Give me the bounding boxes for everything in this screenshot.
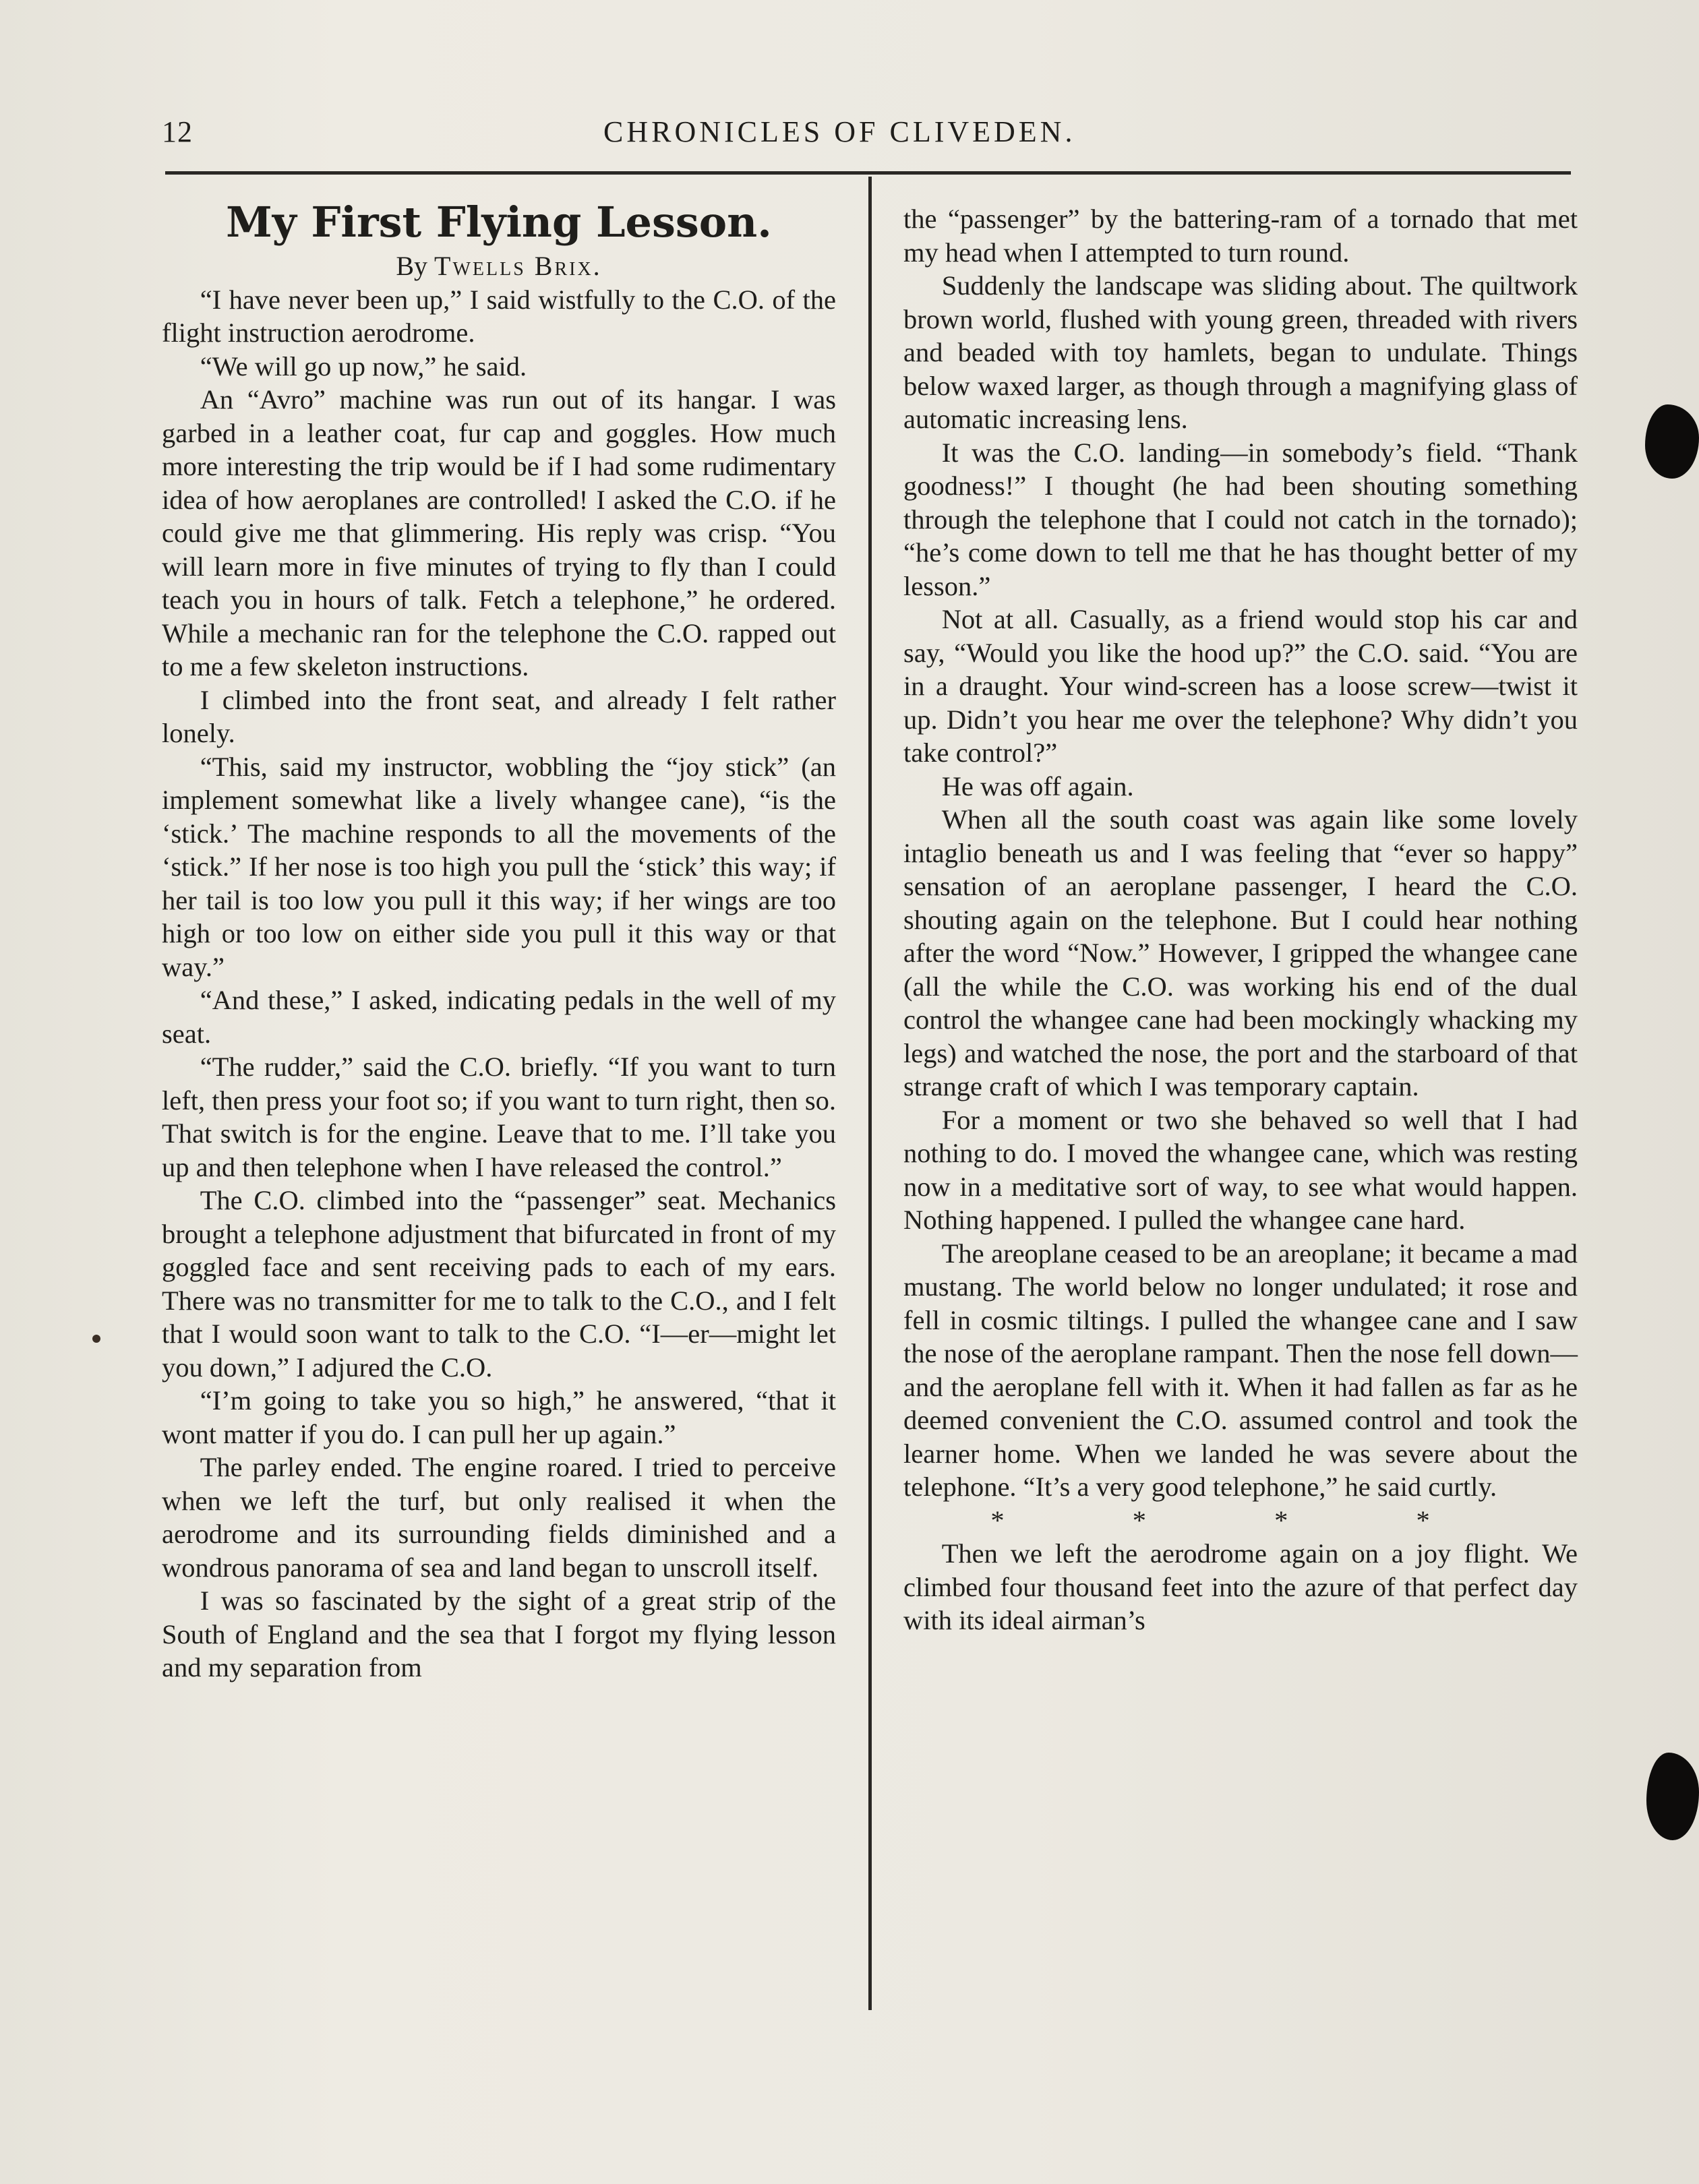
header-rule bbox=[165, 171, 1571, 175]
paragraph: Not at all. Casually, as a friend would stop his car and say, “Would you like the hood up?” the C.O. said. “You are in a draught. Your wind-screen has a loose screw—twist it up. Didn’t you hear me over the telephone? Why didn’t you take control?” bbox=[903, 604, 1578, 768]
paragraph: “We will go up now,” he said. bbox=[200, 351, 527, 382]
paragraph: Then we left the aerodrome again on a joy flight. We climbed four thousand feet into the azure of that perfect day with its ideal airman’s bbox=[903, 1538, 1578, 1635]
paragraph: “I’m going to take you so high,” he answered, “that it wont matter if you do. I can pull her up again.” bbox=[162, 1385, 836, 1449]
paragraph: He was off again. bbox=[941, 770, 1134, 801]
page-header bbox=[162, 115, 1578, 155]
paragraph: The C.O. climbed into the “passenger” seat. Mechanics brought a telephone adjustment that bifurcated in front of my goggled face and sent receiving pads to each of my ears. There was no transmitter for me to talk to the C.O., and I felt that I would soon want to talk to the C.O. “I—er—might let you down,” I adjured the C.O. bbox=[162, 1185, 836, 1383]
paragraph: I climbed into the front seat, and already I felt rather lonely. bbox=[162, 684, 836, 748]
page-number: 12 bbox=[162, 115, 193, 148]
section-break: * * * * bbox=[990, 1505, 1491, 1536]
paragraph: An “Avro” machine was run out of its hangar. I was garbed in a leather coat, fur cap and goggles. How much more interesting the trip would be if I had some rudimentary idea of how aeroplanes are controlled! I asked the C.O. if he could give me that glimmering. His reply was crisp. “You will learn more in five minutes of trying to fly than I could teach you in hours of talk. Fetch a telephone,” he ordered. While a mechanic ran for the telephone the C.O. rapped out to me a few skeleton instructions. bbox=[162, 384, 836, 681]
right-column bbox=[903, 202, 1578, 1637]
paragraph: “This, said my instructor, wobbling the “joy stick” (an implement somewhat like a lively whangee cane), “is the ‘stick.’ The machine responds to all the movements of the ‘stick.” If her nose is too high you pull the ‘stick’ this way; if her tail is too low you pull it this way; if her wings are too high or too low on either side you pull it this way or that way.” bbox=[162, 751, 836, 982]
paragraph: It was the C.O. landing—in somebody’s field. “Thank goodness!” I thought (he had been shouting something through the telephone that I could not catch in the tornado); “he’s come down to tell me that he has thought better of my lesson.” bbox=[903, 437, 1578, 601]
paragraph: Suddenly the landscape was sliding about. The quiltwork brown world, flushed with young green, threaded with rivers and beaded with toy hamlets, began to undulate. Things below waxed larger, as though through a magnifying glass of automatic increasing lens. bbox=[903, 270, 1578, 434]
paragraph: When all the south coast was again like some lovely intaglio beneath us and I was feeling that “ever so happy” sensation of an aeroplane passenger, I heard the C.O. shouting again on the telephone. But I could hear nothing after the word “Now.” However, I gripped the whangee cane (all the while the C.O. was working his end of the dual control the whangee cane had been mockingly whacking my legs) and watched the nose, the port and the starboard of that strange craft of which I was temporary captain. bbox=[903, 804, 1578, 1101]
paragraph: “And these,” I asked, indicating pedals in the well of my seat. bbox=[162, 985, 836, 1049]
running-title: CHRONICLES OF CLIVEDEN. bbox=[603, 115, 1076, 148]
paragraph: “I have never been up,” I said wistfully to the C.O. of the flight instruction aerodrome. bbox=[162, 284, 836, 348]
left-column bbox=[162, 195, 836, 1685]
paragraph: I was so fascinated by the sight of a great strip of the South of England and the sea that I forgot my flying lesson and my separation from bbox=[162, 1585, 836, 1682]
paragraph: “The rudder,” said the C.O. briefly. “If you want to turn left, then press your foot so; if you want to turn right, then so. That switch is for the engine. Leave that to me. I’ll take you up and then telephone when I have released the control.” bbox=[162, 1052, 836, 1182]
author-name: Twells Brix. bbox=[434, 251, 602, 281]
binding-hole bbox=[1646, 1753, 1699, 1840]
paragraph: The parley ended. The engine roared. I tried to perceive when we left the turf, but only realised it when the aerodrome and its surrounding fields diminished and a wondrous panorama of sea and land began to unscroll itself. bbox=[162, 1452, 836, 1583]
ink-fleck bbox=[92, 1335, 100, 1343]
paragraph: The areoplane ceased to be an areoplane; it became a mad mustang. The world below no longer undulated; it rose and fell in cosmic tiltings. I pulled the whangee cane and I saw the nose of the aeroplane rampant. Then the nose fell down—and the aeroplane fell with it. When it had fallen as far as he deemed convenient the C.O. assumed control and took the learner home. When we landed he was severe about the telephone. “It’s a very good telephone,” he said curtly. bbox=[903, 1238, 1578, 1502]
byline bbox=[162, 249, 836, 283]
paragraph-continuation: the “passenger” by the battering-ram of a tornado that met my head when I attempted to turn round. bbox=[903, 204, 1578, 268]
article-title: My First Flying Lesson. bbox=[226, 198, 772, 247]
binding-hole bbox=[1645, 404, 1699, 479]
column-rule bbox=[868, 177, 872, 2010]
paragraph: For a moment or two she behaved so well that I had nothing to do. I moved the whangee cane, which was resting now in a meditative sort of way, to see what would happen. Nothing happened. I pulled the whangee cane hard. bbox=[903, 1104, 1578, 1235]
byline-prefix: By bbox=[396, 251, 428, 281]
